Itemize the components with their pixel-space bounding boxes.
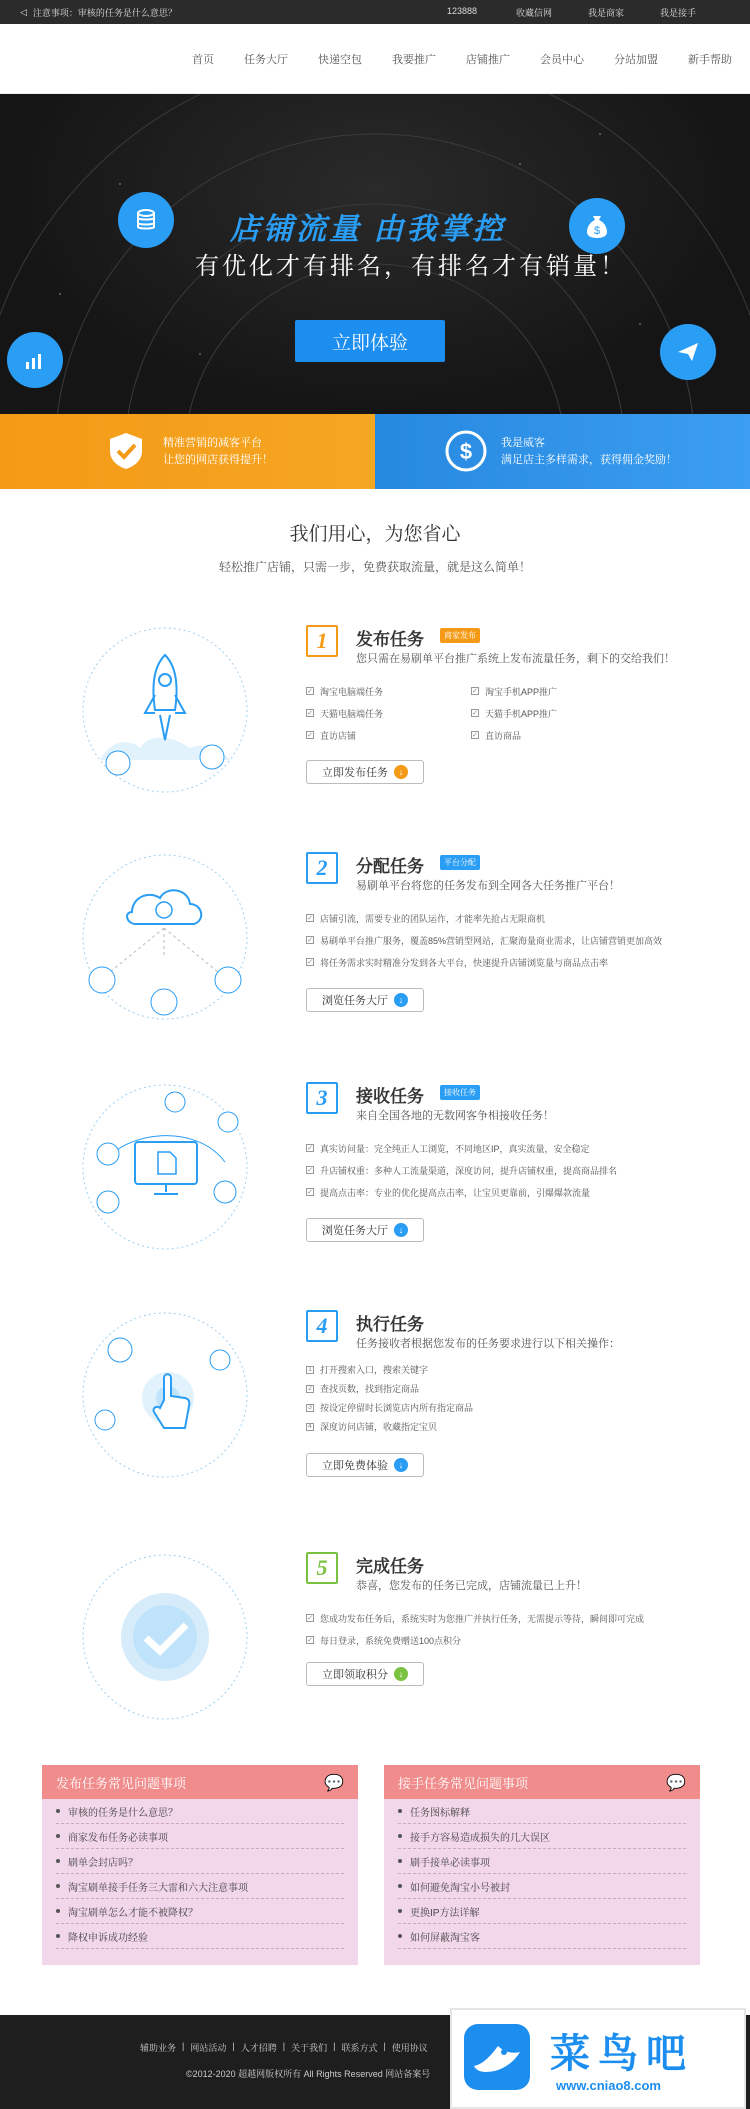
logo-name: 菜鸟吧: [550, 2031, 694, 2076]
try-now-button[interactable]: 立即体验: [295, 320, 445, 362]
faq-item[interactable]: 商家发布任务必读事项: [56, 1824, 344, 1849]
step-title: 接收任务: [356, 1087, 424, 1106]
top-bar: [0, 0, 750, 24]
arrow-down-icon: ↓: [394, 993, 408, 1007]
faq-item[interactable]: 如何避免淘宝小号被封: [398, 1874, 686, 1899]
faq-item[interactable]: 接手方容易造成损失的几大误区: [398, 1824, 686, 1849]
seller-link[interactable]: 我是商家: [588, 8, 625, 18]
faq-item[interactable]: 任务图标解释: [398, 1799, 686, 1824]
step-desc: 易刷单平台将您的任务发布到全网各大任务推广平台！: [356, 880, 620, 892]
footer-link[interactable]: 关于我们: [291, 2043, 328, 2053]
nav-task-hall[interactable]: 任务大厅: [244, 53, 288, 66]
free-trial-button[interactable]: [306, 1453, 424, 1477]
hero-banner: [0, 94, 750, 414]
faq-item[interactable]: 刷手接单必读事项: [398, 1849, 686, 1874]
faq-item[interactable]: 淘宝刷单接手任务三大雷和六大注意事项: [56, 1874, 344, 1899]
receiver-desc: 满足店主多样需求，获得佣金奖励！: [501, 453, 677, 466]
rocket-illustration: [80, 625, 250, 795]
seller-desc: 让您的网店获得提升！: [163, 453, 273, 466]
button-label: 立即领取积分: [322, 1669, 388, 1681]
nav-franchise[interactable]: 分站加盟: [614, 53, 658, 66]
number-badge: 2: [306, 1385, 314, 1393]
checkbox-icon: ✓: [307, 710, 313, 717]
coins-icon: [118, 192, 174, 248]
step-desc: 您只需在易刷单平台推广系统上发布流量任务，剩下的交给我们！: [356, 653, 675, 665]
seller-title: 精准营销的减客平台: [163, 436, 262, 449]
get-points-button[interactable]: [306, 1662, 424, 1686]
speaker-icon: ◁: [20, 6, 27, 17]
checkbox-icon: ✓: [472, 732, 478, 739]
checkbox-icon: ✓: [307, 732, 313, 739]
checkbox-icon: ✓: [307, 1167, 313, 1174]
arrow-down-icon: ↓: [394, 1223, 408, 1237]
step-desc: 来自全国各地的无数网客争相接收任务！: [356, 1110, 554, 1122]
step-tag: 接收任务: [440, 1085, 480, 1100]
button-label: 立即免费体验: [322, 1460, 388, 1472]
publish-task-button[interactable]: [306, 760, 424, 784]
faq-item[interactable]: 淘宝刷单怎么才能不被降权？: [56, 1899, 344, 1924]
shield-check-icon: [105, 430, 147, 472]
checkbox-icon: ✓: [307, 959, 313, 966]
checkbox-icon: ✓: [472, 710, 478, 717]
step-number: 3: [306, 1082, 338, 1114]
checkbox-icon: ✓: [307, 937, 313, 944]
dollar-circle-icon: [445, 430, 487, 472]
step-title: 分配任务: [356, 857, 424, 876]
copyright: ©2012-2020 超越网版权所有 All Rights Reserved 网站备案号: [186, 2069, 431, 2079]
seller-panel[interactable]: [0, 414, 375, 489]
receiver-panel[interactable]: [375, 414, 750, 489]
browse-task-hall-button[interactable]: [306, 988, 424, 1012]
bird-logo-icon: [462, 2022, 532, 2092]
nav-member[interactable]: 会员中心: [540, 53, 584, 66]
main-nav: [0, 24, 750, 94]
nav-express[interactable]: 快递空包: [318, 53, 362, 66]
nav-home[interactable]: 首页: [192, 53, 214, 66]
section-title: 我们用心，为您省心: [289, 524, 461, 545]
favorite-link[interactable]: 收藏信网: [516, 8, 553, 18]
list-item: 打开搜索入口，搜索关键字: [320, 1365, 429, 1375]
faq-item[interactable]: 如何屏蔽淘宝客: [398, 1924, 686, 1949]
faq-publish-panel: [42, 1765, 358, 1965]
step-number: 5: [306, 1552, 338, 1584]
receiver-link[interactable]: 我是接手: [660, 8, 697, 18]
list-item: 每日登录，系统免费赠送100点积分: [320, 1635, 462, 1646]
faq-title: 接手任务常见问题事项: [398, 1775, 529, 1791]
list-item: 深度访问店铺，收藏指定宝贝: [320, 1422, 438, 1432]
user-link[interactable]: 123888: [447, 6, 478, 16]
cloud-network-illustration: [80, 852, 250, 1022]
paper-plane-icon: [660, 324, 716, 380]
monitor-network-illustration: [80, 1082, 250, 1252]
footer-link[interactable]: 使用协议: [391, 2043, 428, 2053]
svg-text:$: $: [593, 225, 601, 237]
chat-bubble-icon: 💬: [666, 1775, 686, 1792]
list-item: 易刷单平台推广服务，覆盖85%营销型网站，汇聚海量商业需求，让店铺营销更加高效: [320, 935, 663, 946]
browse-task-hall-button-2[interactable]: [306, 1218, 424, 1242]
step-number: 2: [306, 852, 338, 884]
nav-promote[interactable]: 我要推广: [392, 53, 436, 66]
step-publish: [0, 625, 750, 845]
faq-item[interactable]: 降权申诉成功经验: [56, 1924, 344, 1949]
section-subtitle: 轻松推广店铺，只需一步，免费获取流量，就是这么简单！: [218, 560, 531, 574]
number-badge: 3: [306, 1404, 314, 1412]
banner-title: 店铺流量 由我掌控: [230, 213, 506, 246]
checkbox-icon: ✓: [307, 1615, 313, 1622]
faq-item[interactable]: 刷单会封店吗？: [56, 1849, 344, 1874]
number-badge: 1: [306, 1366, 314, 1374]
footer-link[interactable]: 辅助业务: [140, 2043, 177, 2053]
banner-subtitle: 有优化才有排名，有排名才有销量！: [195, 253, 627, 280]
checkbox-icon: ✓: [307, 1637, 313, 1644]
arrow-down-icon: ↓: [394, 1667, 408, 1681]
list-item: 您成功发布任务后，系统实时为您推广并执行任务，无需提示等待，瞬间即可完成: [320, 1613, 645, 1624]
button-label: 立即发布任务: [322, 767, 388, 779]
step-number: 4: [306, 1310, 338, 1342]
checkbox-icon: ✓: [307, 688, 313, 695]
chat-bubble-icon: 💬: [324, 1775, 344, 1792]
step-tag: 平台分配: [440, 855, 480, 870]
checkbox-icon: ✓: [307, 1145, 313, 1152]
step-receive: [0, 1082, 750, 1302]
step-desc: 任务接收者根据您发布的任务要求进行以下相关操作：: [356, 1338, 620, 1350]
faq-title: 发布任务常见问题事项: [56, 1775, 187, 1791]
list-item: 直访店铺: [320, 730, 357, 741]
site-logo-watermark: [450, 2008, 746, 2109]
step-title: 执行任务: [356, 1315, 424, 1334]
step-title: 完成任务: [356, 1557, 424, 1576]
button-label: 浏览任务大厅: [322, 995, 388, 1007]
checkmark-illustration: [80, 1552, 250, 1722]
touch-illustration: [80, 1310, 250, 1480]
number-badge: 4: [306, 1423, 314, 1431]
bar-chart-icon: [7, 332, 63, 388]
list-item: 店铺引流，需要专业的团队运作，才能率先抢占无限商机: [320, 913, 546, 924]
list-item: 将任务需求实时精准分发到各大平台，快速提升店铺浏览量与商品点击率: [320, 957, 609, 968]
nav-shop-promote[interactable]: 店铺推广: [466, 53, 510, 66]
step-desc: 恭喜，您发布的任务已完成，店铺流量已上升！: [356, 1580, 587, 1592]
list-item: 升店铺权重：多种人工流量渠道，深度访问，提升店铺权重，提高商品排名: [320, 1165, 618, 1176]
step-tag: 商家发布: [440, 628, 480, 643]
nav-help[interactable]: 新手帮助: [688, 53, 732, 66]
faq-receive-panel: [384, 1765, 700, 1965]
list-item: 淘宝电脑端任务: [320, 686, 384, 697]
step-number: 1: [306, 625, 338, 657]
list-item: 真实访问量：完全纯正人工浏览，不同地区IP，真实流量，安全稳定: [320, 1143, 590, 1154]
receiver-title: 我是威客: [501, 436, 545, 449]
checkbox-icon: ✓: [472, 688, 478, 695]
svg-text:$: $: [459, 439, 473, 464]
footer: 辅助业务 | 网站活动 | 人才招聘 | 关于我们 | 联系方式 | 使用协议 ©2012-2020 超越网版权所有 All Rights Reserved 网站备案号: [0, 2015, 750, 2109]
step-title: 发布任务: [356, 630, 424, 649]
step-assign: [0, 852, 750, 1072]
list-item: 淘宝手机APP推广: [485, 686, 558, 697]
logo-url: www.cniao8.com: [556, 2078, 661, 2093]
footer-link[interactable]: 网站活动: [190, 2043, 227, 2053]
list-item: 直访商品: [485, 730, 522, 741]
step-execute: [0, 1310, 750, 1530]
arrow-down-icon: ↓: [394, 1458, 408, 1472]
step-complete: [0, 1552, 750, 1772]
footer-link[interactable]: 人才招聘: [240, 2043, 277, 2053]
arrow-down-icon: ↓: [394, 765, 408, 779]
list-item: 查找页数，找到指定商品: [320, 1384, 420, 1394]
notice-link[interactable]: 注意事项：审核的任务是什么意思？: [32, 7, 177, 18]
role-strip: [0, 414, 750, 489]
button-label: 浏览任务大厅: [322, 1225, 388, 1237]
faq-item[interactable]: 更换IP方法详解: [398, 1899, 686, 1924]
footer-link[interactable]: 联系方式: [341, 2043, 378, 2053]
checkbox-icon: ✓: [307, 915, 313, 922]
list-item: 按设定停留时长浏览店内所有指定商品: [320, 1403, 474, 1413]
list-item: 天猫手机APP推广: [485, 708, 558, 719]
checkbox-icon: ✓: [307, 1189, 313, 1196]
list-item: 提高点击率：专业的优化提高点击率，让宝贝更靠前，引爆爆款流量: [320, 1187, 591, 1198]
faq-item[interactable]: 审核的任务是什么意思？: [56, 1799, 344, 1824]
list-item: 天猫电脑端任务: [320, 708, 384, 719]
